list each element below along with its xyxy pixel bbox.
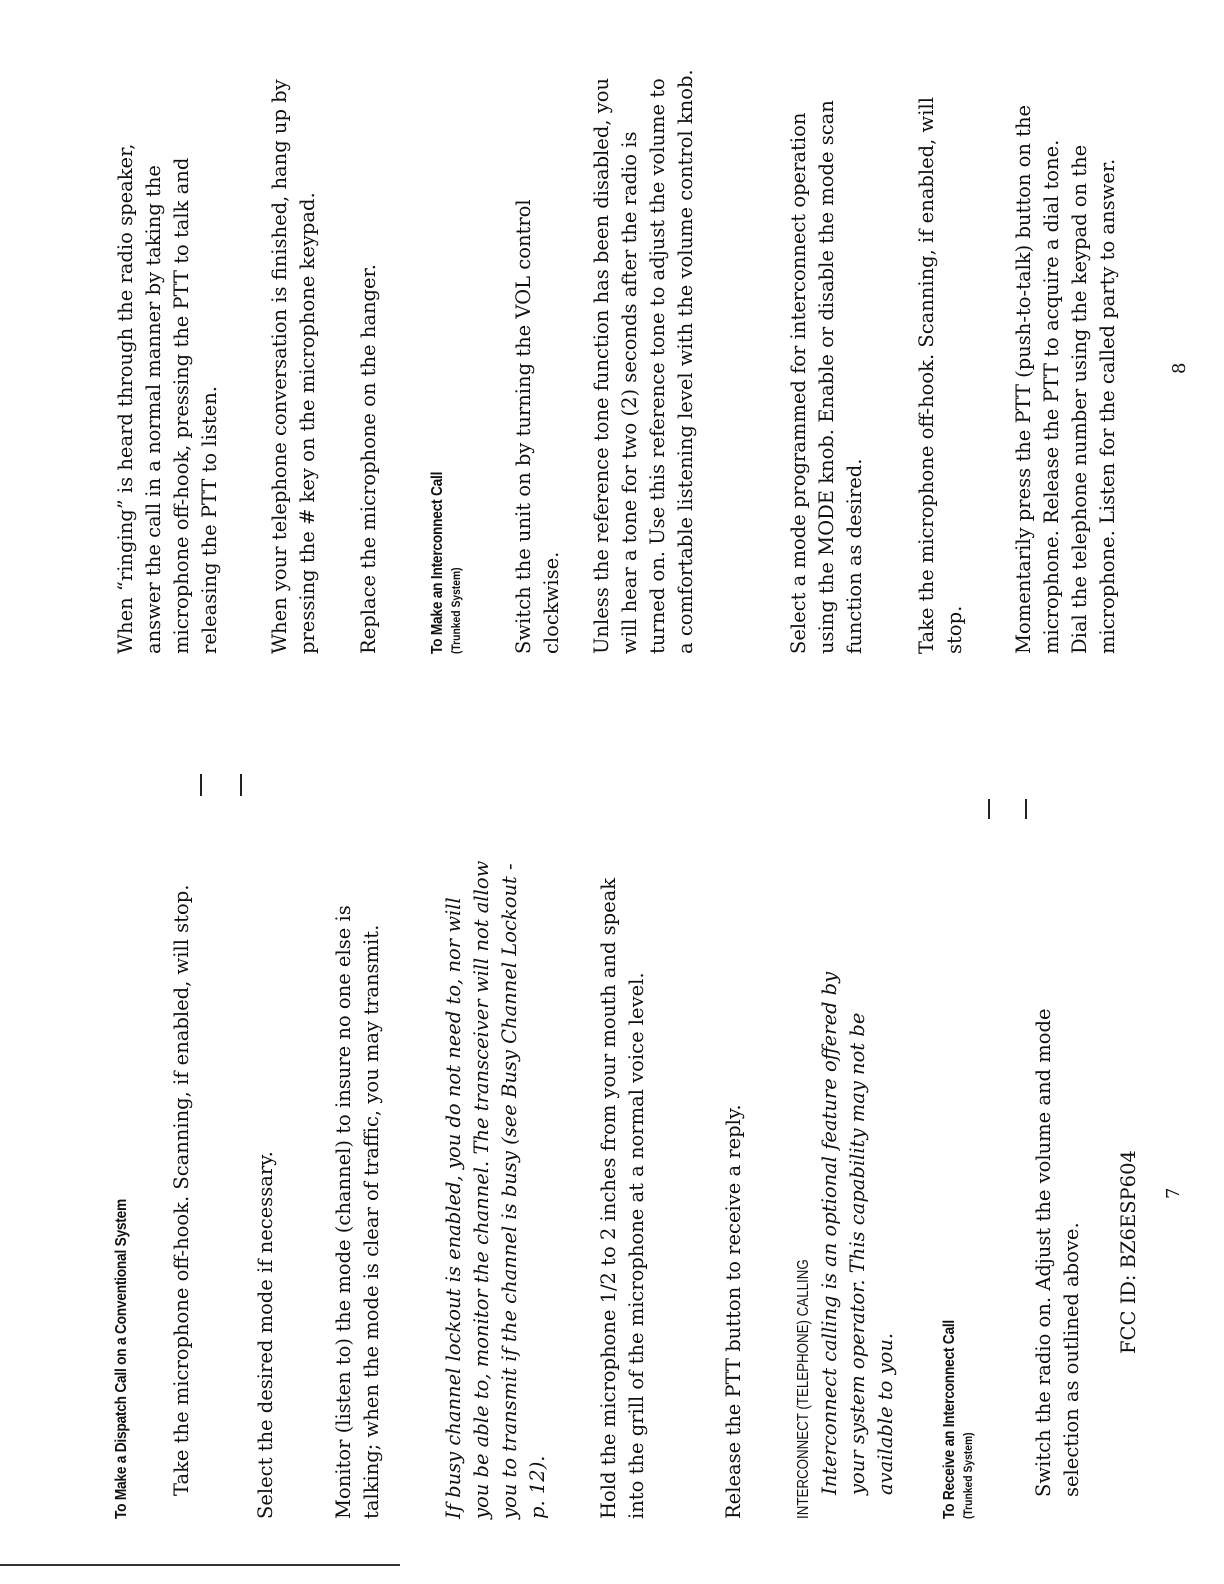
receive-subheading: (Trunked System) (961, 1432, 975, 1519)
busy-lockout-note: If busy channel lockout is enabled, you do not need to, nor will you be able to, monitor the channel. The transceiver will not allow you to transmit if the channel is busy (see Busy Channel Lockout - p. 12). (442, 860, 549, 1519)
dispatch-step-4: Hold the microphone 1/2 to 2 inches from your mouth and speak into the grill of the microphone at a normal voice level. (597, 877, 648, 1519)
scan-mark-2 (240, 774, 242, 796)
left-page (0, 859, 1224, 1519)
make-heading: To Make an Interconnect Call (429, 471, 446, 654)
hang-up-paragraph: When your telephone conversation is finished, hang up by pressing the # key on the microphone keypad. (268, 79, 319, 654)
receive-heading: To Receive an Interconnect Call (941, 1320, 958, 1519)
scan-mark-4 (1025, 799, 1027, 819)
dispatch-step-3: Monitor (listen to) the mode (channel) to insure no one else is talking; when the mode is clear of traffic, you may transmit. (332, 905, 383, 1519)
dispatch-step-2: Select the desired mode if necessary. (254, 1151, 277, 1519)
make-step-5: Momentarily press the PTT (push-to-talk) button on the microphone. Release the PTT to acquire a dial tone. Dial the telephone number using the keypad on the microphone. Listen for the called party to answer. (1012, 104, 1119, 654)
interconnect-note: Interconnect calling is an optional feature offered by your system operator. This capability may not be available to you. (818, 971, 897, 1495)
page-number-left: 7 (1163, 1187, 1184, 1199)
ringing-paragraph: When “ringing” is heard through the radio speaker, answer the call in a normal manner by taking the microphone off-hook, pressing the PTT to talk and releasing the PTT to listen. (114, 143, 221, 654)
receive-step-1: Switch the radio on. Adjust the volume and mode selection as outlined above. (1032, 1008, 1083, 1497)
scan-mark-3 (988, 799, 990, 819)
dispatch-step-5: Release the PTT button to receive a reply. (722, 1104, 745, 1519)
interconnect-heading: INTERCONNECT (TELEPHONE) CALLING (795, 1259, 812, 1519)
make-step-4: Take the microphone off-hook. Scanning, if enabled, will stop. (915, 97, 966, 654)
fcc-id: FCC ID: BZ6ESP604 (1117, 1150, 1140, 1354)
dispatch-heading: To Make a Dispatch Call on a Conventional System (113, 1199, 130, 1519)
dispatch-step-1: Take the microphone off-hook. Scanning, if enabled, will stop. (170, 884, 193, 1496)
scan-mark-1 (200, 774, 202, 796)
replace-mic-paragraph: Replace the microphone on the hanger. (357, 264, 380, 654)
make-step-2: Unless the reference tone function has been disabled, you will hear a tone for two (2) seconds after the radio is turned on. Use this reference tone to adjust the volume to a comfortable listening level with the volume control knob. (590, 69, 697, 654)
make-step-1: Switch the unit on by turning the VOL control clockwise. (512, 199, 563, 654)
make-step-3: Select a mode programmed for interconnect operation using the MODE knob. Enable or disable the mode scan function as desired. (787, 100, 866, 654)
page-number-right: 8 (1169, 362, 1190, 374)
make-subheading: (Trunked System) (449, 567, 463, 654)
right-page (0, 64, 1224, 654)
